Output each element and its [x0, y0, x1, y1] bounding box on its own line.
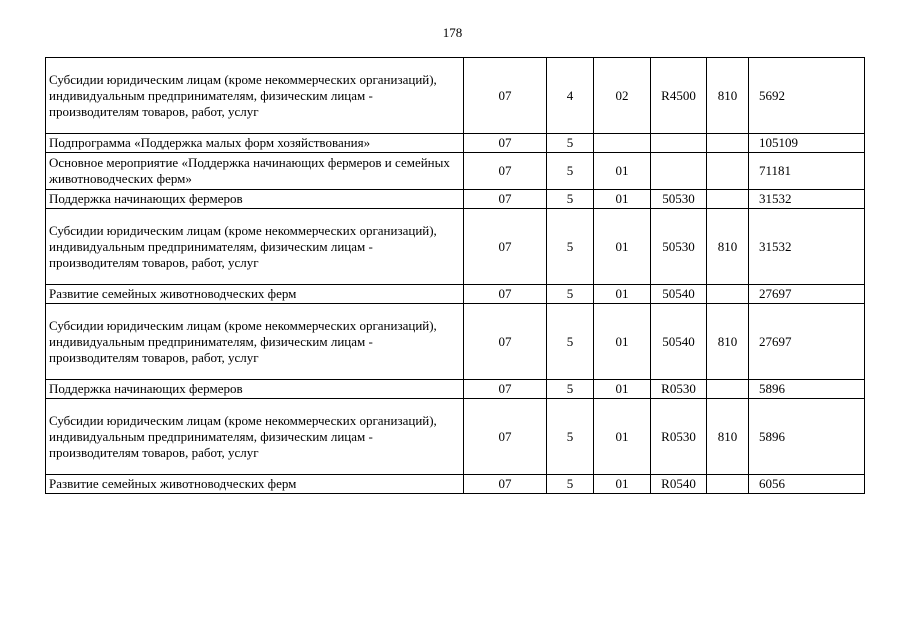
- amount: 31532: [749, 190, 865, 209]
- amount: 5692: [749, 58, 865, 134]
- row-name: Подпрограмма «Поддержка малых форм хозяйствования»: [46, 134, 464, 153]
- target-article-number: 50530: [651, 190, 707, 209]
- subsection-code: 5: [547, 153, 594, 190]
- section-code: 07: [464, 190, 547, 209]
- row-name: Поддержка начинающих фермеров: [46, 190, 464, 209]
- table-row: [46, 58, 865, 134]
- table-row: [46, 304, 865, 380]
- row-name: Поддержка начинающих фермеров: [46, 380, 464, 399]
- page-number: 178: [442, 25, 463, 40]
- row-name: Субсидии юридическим лицам (кроме некоммерческих организаций), индивидуальным предпринимателям, физическим лицам - производителям товаров, работ, услуг: [46, 209, 464, 285]
- subsection-code: 5: [547, 475, 594, 494]
- table-row: [46, 380, 865, 399]
- section-code: 07: [464, 58, 547, 134]
- row-name: Основное мероприятие «Поддержка начинающих фермеров и семейных животноводческих ферм»: [46, 153, 464, 190]
- subsection-code: 5: [547, 304, 594, 380]
- subsection-code: 5: [547, 285, 594, 304]
- subsection-code: 5: [547, 134, 594, 153]
- expense-type-code: [707, 285, 749, 304]
- expense-type-code: [707, 153, 749, 190]
- section-code: 07: [464, 285, 547, 304]
- subsection-code: 5: [547, 190, 594, 209]
- target-article-number: R0540: [651, 475, 707, 494]
- budget-table: [45, 57, 865, 494]
- row-name: Субсидии юридическим лицам (кроме некоммерческих организаций), индивидуальным предпринимателям, физическим лицам - производителям товаров, работ, услуг: [46, 304, 464, 380]
- target-article-code: 01: [594, 209, 651, 285]
- target-article-code: 01: [594, 285, 651, 304]
- target-article-code: [594, 134, 651, 153]
- expense-type-code: [707, 134, 749, 153]
- table-row: [46, 399, 865, 475]
- amount: 31532: [749, 209, 865, 285]
- target-article-number: 50540: [651, 285, 707, 304]
- amount: 27697: [749, 285, 865, 304]
- expense-type-code: 810: [707, 209, 749, 285]
- target-article-code: 01: [594, 190, 651, 209]
- amount: 71181: [749, 153, 865, 190]
- section-code: 07: [464, 475, 547, 494]
- target-article-code: 01: [594, 399, 651, 475]
- amount: 6056: [749, 475, 865, 494]
- amount: 5896: [749, 399, 865, 475]
- amount: 5896: [749, 380, 865, 399]
- subsection-code: 5: [547, 209, 594, 285]
- subsection-code: 5: [547, 380, 594, 399]
- target-article-number: R4500: [651, 58, 707, 134]
- table-row: [46, 285, 865, 304]
- row-name: Развитие семейных животноводческих ферм: [46, 285, 464, 304]
- section-code: 07: [464, 399, 547, 475]
- target-article-number: [651, 134, 707, 153]
- expense-type-code: 810: [707, 304, 749, 380]
- section-code: 07: [464, 153, 547, 190]
- target-article-number: 50540: [651, 304, 707, 380]
- expense-type-code: [707, 475, 749, 494]
- amount: 27697: [749, 304, 865, 380]
- target-article-number: 50530: [651, 209, 707, 285]
- subsection-code: 4: [547, 58, 594, 134]
- row-name: Развитие семейных животноводческих ферм: [46, 475, 464, 494]
- target-article-number: R0530: [651, 399, 707, 475]
- table-row: [46, 475, 865, 494]
- expense-type-code: [707, 380, 749, 399]
- section-code: 07: [464, 304, 547, 380]
- table-row: [46, 153, 865, 190]
- target-article-code: 01: [594, 475, 651, 494]
- target-article-code: 02: [594, 58, 651, 134]
- target-article-code: 01: [594, 304, 651, 380]
- target-article-code: 01: [594, 153, 651, 190]
- expense-type-code: [707, 190, 749, 209]
- expense-type-code: 810: [707, 399, 749, 475]
- amount: 105109: [749, 134, 865, 153]
- table-row: [46, 209, 865, 285]
- row-name: Субсидии юридическим лицам (кроме некоммерческих организаций), индивидуальным предпринимателям, физическим лицам - производителям товаров, работ, услуг: [46, 399, 464, 475]
- target-article-number: [651, 153, 707, 190]
- target-article-code: 01: [594, 380, 651, 399]
- table-row: [46, 134, 865, 153]
- section-code: 07: [464, 380, 547, 399]
- section-code: 07: [464, 209, 547, 285]
- subsection-code: 5: [547, 399, 594, 475]
- table-row: [46, 190, 865, 209]
- expense-type-code: 810: [707, 58, 749, 134]
- section-code: 07: [464, 134, 547, 153]
- target-article-number: R0530: [651, 380, 707, 399]
- row-name: Субсидии юридическим лицам (кроме некоммерческих организаций), индивидуальным предпринимателям, физическим лицам - производителям товаров, работ, услуг: [46, 58, 464, 134]
